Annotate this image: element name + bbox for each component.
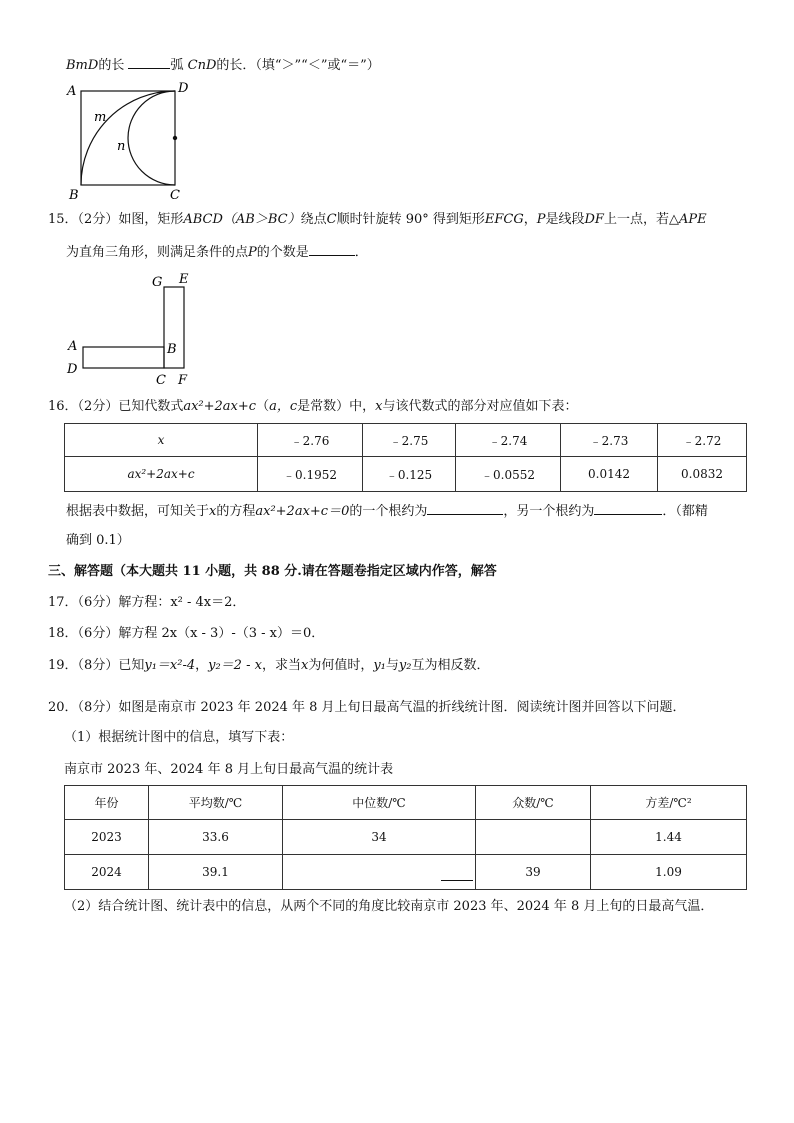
table-header-row [65,786,747,820]
q20-number: 20．（8分） [48,700,119,715]
table-cell: 1.09 [591,855,747,890]
q19-number: 19．（8分） [48,658,119,673]
q16-text: 的方程 [216,504,256,519]
q19-line [48,657,489,675]
arc-bmd: BmD [66,58,99,73]
q18-number: 18．（6分） [48,626,119,641]
section3-heading [48,563,497,581]
q15-rect-abcd: ABCD [183,212,223,227]
q15-point-c: C [326,212,337,227]
q16-equation: ax²+2ax+c＝0 [255,504,350,519]
table-cell: ﹣2.76 [258,424,363,457]
q15-text: ． [354,245,368,260]
q16-text: 的一个根约为 [349,504,428,519]
table-row [65,424,747,457]
q14-text: 弧 [170,58,184,73]
table-cell: 2024 [65,855,149,890]
q19-text: ， [195,658,209,673]
label-d: D [67,362,78,377]
q16-text: 已知代数式 [118,399,184,414]
q14-question-line [66,55,380,75]
q16-constants: a，c [269,399,298,414]
q20-text: 如图是南京市 2023 年 2024 年 8 月上旬日最高气温的折线统计图．阅读统计图并回答以下问题． [118,700,686,715]
q20-sub2 [64,898,713,916]
table-cell: 39 [476,855,591,890]
label-a: A [68,339,78,354]
q17-text: 解方程：x² - 4x＝2． [118,595,246,610]
label-c: C [156,373,166,388]
q19-text: 为何值时， [308,658,374,673]
q19-text: 与 [385,658,399,673]
q16-line2 [66,501,708,521]
table-cell: 1.44 [591,820,747,855]
q15-text: 为直角三角形，则满足条件的点 [66,245,249,260]
q20-sub2-text: （2）结合统计图、统计表中的信息，从两个不同的角度比较南京市 2023 年、2024 年 8 月上旬的日最高气温． [64,899,714,914]
q19-text: ，求当 [261,658,301,673]
q15-answer-blank[interactable] [309,242,355,256]
table-cell: ﹣0.1952 [258,457,363,492]
q16-root2-blank[interactable] [594,501,662,515]
header-median: 中位数/℃ [283,786,476,820]
q15-line1 [48,211,707,229]
section3-text: 三、解答题（本大题共 11 小题，共 88 分.请在答题卷指定区域内作答，解答 [48,564,497,579]
q15-text: 的个数是 [256,245,309,260]
q19-variable: x [300,658,309,673]
q20-caption-text: 南京市 2023 年、2024 年 8 月上旬日最高气温的统计表 [64,762,394,777]
q14-figure [60,78,200,206]
q15-text: 是线段 [545,212,585,227]
q20-mode-2023-blank[interactable] [476,820,591,855]
q15-segment-df: DF [584,212,604,227]
q19-text: 已知 [118,658,145,673]
table-cell: ﹣2.75 [363,424,456,457]
q16-expression: ax²+2ax+c [183,399,257,414]
q16-text: 是常数）中， [297,399,376,414]
q15-number: 15．（2分） [48,212,119,227]
header-variance: 方差/℃² [591,786,747,820]
q16-text: 与该代数式的部分对应值如下表： [382,399,578,414]
label-b: B [69,188,79,203]
table-cell: ﹣0.125 [363,457,456,492]
label-e: E [179,272,189,287]
table-row-label: ax²+2ax+c [65,457,258,492]
q16-line3 [66,532,130,550]
q16-variable: x [375,399,383,414]
q15-point-p: P [248,245,257,260]
table-cell: ﹣2.73 [561,424,658,457]
q15-point-p: P [536,212,546,227]
label-d: D [178,81,189,96]
q14-answer-blank[interactable] [128,55,170,69]
table-cell: ﹣0.0552 [456,457,561,492]
arc-n [128,91,175,185]
q16-number: 16．（2分） [48,399,119,414]
q15-figure [60,268,200,390]
header-mode: 众数/℃ [476,786,591,820]
table-cell: 0.0142 [561,457,658,492]
q16-text: ，另一个根约为 [503,504,595,519]
table-cell: 2023 [65,820,149,855]
q15-text: 顺时针旋转 90° 得到矩形 [336,212,485,227]
q19-y1: y₁ [373,658,386,673]
q14-text: 的长 [98,58,125,73]
q18-line [48,625,324,643]
q20-sub1-text: （1）根据统计图中的信息，填写下表： [64,730,294,745]
q16-text: 确到 0.1） [66,533,130,548]
q19-y2-def: y₂＝2 - x [208,658,262,673]
label-m: m [94,110,107,125]
header-mean: 平均数/℃ [149,786,283,820]
midpoint-dot [173,136,177,140]
q15-triangle-ape: APE [678,212,707,227]
q19-y2: y₂ [398,658,412,673]
q16-text: （ [256,399,270,414]
table-row [65,457,747,492]
q15-rect-efcg: EFCG [484,212,524,227]
table-cell: 33.6 [149,820,283,855]
rect-abcd [83,347,164,368]
label-c: C [170,188,180,203]
label-n: n [117,139,126,154]
q16-variable: x [209,504,217,519]
table-cell: 34 [283,820,476,855]
q15-text: 上一点，若△ [603,212,679,227]
table-cell: ﹣2.72 [658,424,747,457]
q15-text: 如图，矩形 [118,212,184,227]
q18-text: 解方程 2x（x - 3）-（3 - x）＝0． [118,626,325,641]
q15-text: ， [523,212,537,227]
arc-cnd: CnD [187,58,217,73]
q17-number: 17．（6分） [48,595,119,610]
header-year: 年份 [65,786,149,820]
table-cell: 39.1 [149,855,283,890]
q15-text: 绕点 [300,212,327,227]
table-cell: 0.0832 [658,457,747,492]
q20-median-2024-blank[interactable] [283,855,476,890]
label-f: F [178,373,188,388]
q20-caption [64,761,393,779]
q15-condition: （AB＞BC） [222,212,301,227]
q16-value-table [64,423,747,492]
label-b: B [167,342,177,357]
q19-text: 互为相反数． [411,658,490,673]
median-answer-line [441,867,473,881]
q20-sub1 [64,729,293,747]
table-cell: ﹣2.74 [456,424,561,457]
q16-line1 [48,398,578,416]
table-row [65,855,747,890]
label-a: A [67,84,77,99]
q16-text: 根据表中数据，可知关于 [66,504,210,519]
q20-stats-table [64,785,747,890]
q20-line1 [48,699,686,717]
table-row-label: x [65,424,258,457]
q17-line [48,594,245,612]
label-g: G [152,275,163,290]
q16-text: ．（都精 [662,504,708,519]
q15-line2 [66,242,368,262]
q16-root1-blank[interactable] [427,501,503,515]
q14-text: 的长．（填“＞”“＜”或“＝”） [216,58,380,73]
table-row [65,820,747,855]
q19-y1-def: y₁＝x²-4 [144,658,196,673]
